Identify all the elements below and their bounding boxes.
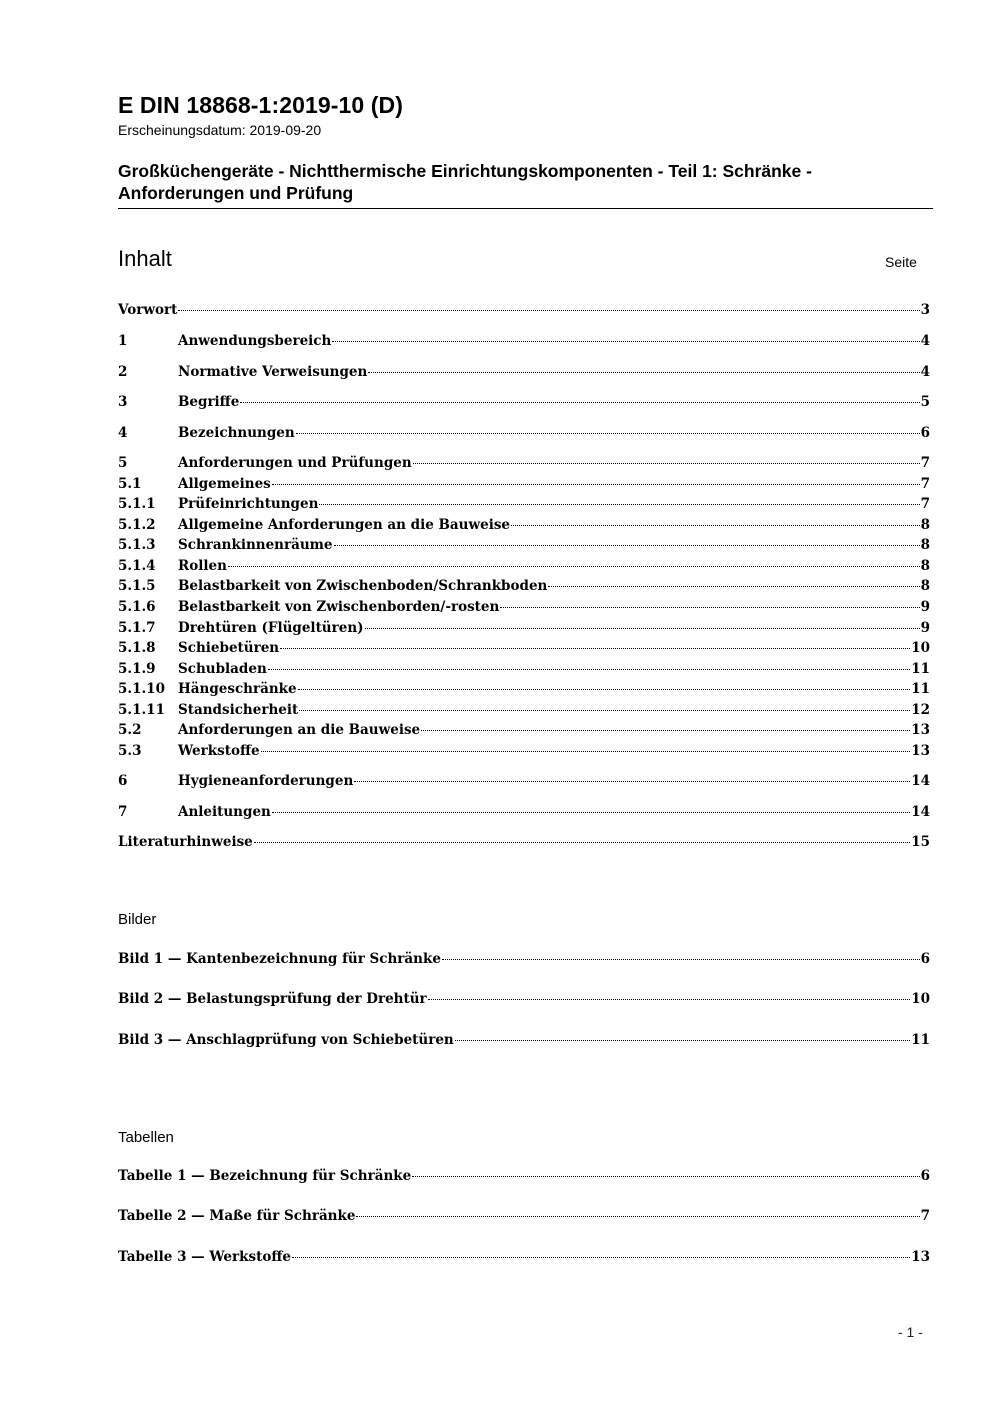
document-title (118, 160, 933, 209)
page-number: - 1 - (898, 1324, 923, 1340)
toc-leader (268, 669, 910, 670)
toc-entry-3[interactable] (118, 394, 930, 414)
toc-entry-text: Anleitungen (178, 804, 271, 820)
toc-leader (548, 586, 919, 587)
toc-entry-text: Normative Verweisungen (178, 364, 368, 380)
toc-entry-page: 14 (911, 773, 930, 789)
toc-leader (421, 730, 910, 731)
toc-entry-5-1-11[interactable] (118, 702, 930, 722)
toc-leader (334, 545, 920, 546)
table-entry-2[interactable] (118, 1208, 930, 1228)
toc-entry-page: 11 (911, 681, 930, 697)
toc-entry-text: Belastbarkeit von Zwischenboden/Schrankboden (178, 578, 548, 594)
toc-entry-text: Vorwort (118, 302, 178, 318)
toc-entry-text: Hygieneanforderungen (178, 773, 354, 789)
toc-entry-number: 5 (118, 455, 128, 471)
figures-label: Bilder (118, 911, 157, 928)
toc-entry-number: 4 (118, 425, 128, 441)
toc-leader (272, 812, 910, 813)
toc-entry-number: 5.1.9 (118, 661, 156, 677)
toc-entry-text: Schrankinnenräume (178, 537, 333, 553)
toc-leader (178, 310, 919, 311)
toc-entry-number: 1 (118, 333, 128, 349)
figure-entry-text: Bild 2 — Belastungsprüfung der Drehtür (118, 991, 427, 1007)
toc-entry-5-1-6[interactable] (118, 599, 930, 619)
toc-entry-5-1[interactable] (118, 476, 930, 496)
table-entry-page: 6 (920, 1168, 930, 1184)
figure-entry-page: 6 (920, 951, 930, 967)
toc-entry-text: Schubladen (178, 661, 267, 677)
toc-entry-5-1-2[interactable] (118, 517, 930, 537)
toc-entry-number: 5.1.8 (118, 640, 156, 656)
toc-entry-text: Werkstoffe (178, 743, 260, 759)
toc-leader (500, 607, 919, 608)
toc-entry-page: 12 (911, 702, 930, 718)
toc-entry-page: 8 (920, 537, 930, 553)
toc-entry-5-3[interactable] (118, 743, 930, 763)
toc-leader (319, 504, 919, 505)
toc-leader (261, 751, 911, 752)
table-entry-page: 7 (920, 1208, 930, 1224)
toc-entry-number: 5.1.7 (118, 620, 156, 636)
toc-entry-text: Rollen (178, 558, 227, 574)
toc-entry-number: 2 (118, 364, 128, 380)
toc-leader (292, 1257, 910, 1258)
table-entry-text: Tabelle 3 — Werkstoffe (118, 1249, 291, 1265)
table-entry-text: Tabelle 1 — Bezeichnung für Schränke (118, 1168, 412, 1184)
toc-entry-page: 3 (920, 302, 930, 318)
toc-entry-page: 13 (911, 743, 930, 759)
toc-entry-page: 7 (920, 455, 930, 471)
document-title-line-1: Großküchengeräte - Nichtthermische Einrichtungskomponenten - Teil 1: Schränke - (118, 161, 812, 181)
toc-leader (298, 689, 911, 690)
toc-leader (228, 566, 920, 567)
toc-entry-5-1-8[interactable] (118, 640, 930, 660)
toc-entry-page: 9 (920, 599, 930, 615)
figure-entry-1[interactable] (118, 951, 930, 971)
toc-page-heading: Seite (885, 254, 917, 270)
toc-entry-5-1-4[interactable] (118, 558, 930, 578)
toc-heading: Inhalt (118, 246, 172, 271)
toc-entry-5-1-10[interactable] (118, 681, 930, 701)
publication-date: Erscheinungsdatum: 2019-09-20 (118, 122, 322, 138)
toc-entry-number: 6 (118, 773, 128, 789)
toc-entry-5-1-7[interactable] (118, 620, 930, 640)
toc-entry-text: Allgemeines (178, 476, 271, 492)
toc-leader (354, 781, 910, 782)
toc-leader (280, 648, 910, 649)
toc-leader (413, 463, 920, 464)
figure-entry-3[interactable] (118, 1032, 930, 1052)
toc-entry-text: Prüfeinrichtungen (178, 496, 319, 512)
toc-leader (356, 1216, 919, 1217)
toc-entry-5-1-5[interactable] (118, 578, 930, 598)
table-entry-text: Tabelle 2 — Maße für Schränke (118, 1208, 356, 1224)
toc-leader (368, 372, 919, 373)
toc-entry-number: 5.1.3 (118, 537, 156, 553)
toc-entry-text: Anforderungen und Prüfungen (178, 455, 412, 471)
toc-entry-5[interactable] (118, 455, 930, 475)
toc-entry-number: 5.3 (118, 743, 142, 759)
toc-leader (365, 628, 920, 629)
toc-entry-page: 9 (920, 620, 930, 636)
toc-entry-text: Hängeschränke (178, 681, 297, 697)
toc-entry-2[interactable] (118, 364, 930, 384)
toc-entry-number: 3 (118, 394, 128, 410)
table-entry-1[interactable] (118, 1168, 930, 1188)
toc-leader (296, 433, 920, 434)
figure-entry-page: 10 (911, 991, 930, 1007)
figure-entry-text: Bild 1 — Kantenbezeichnung für Schränke (118, 951, 441, 967)
toc-entry-text: Begriffe (178, 394, 240, 410)
table-entry-page: 13 (911, 1249, 930, 1265)
toc-entry-6[interactable] (118, 773, 930, 793)
toc-entry-page: 11 (911, 661, 930, 677)
toc-leader (272, 484, 920, 485)
toc-entry-literaturhinweise[interactable] (118, 834, 930, 854)
toc-entry-number: 5.2 (118, 722, 142, 738)
toc-entry-number: 5.1.11 (118, 702, 165, 718)
toc-entry-5-2[interactable] (118, 722, 930, 742)
toc-leader (428, 999, 911, 1000)
toc-entry-number: 5.1.1 (118, 496, 156, 512)
toc-entry-5-1-9[interactable] (118, 661, 930, 681)
document-title-line-2: Anforderungen und Prüfung (118, 183, 354, 203)
toc-entry-text: Literaturhinweise (118, 834, 253, 850)
toc-entry-number: 5.1.6 (118, 599, 156, 615)
toc-leader (511, 525, 920, 526)
toc-entry-number: 5.1.10 (118, 681, 165, 697)
toc-entry-number: 5.1 (118, 476, 142, 492)
document-id: E DIN 18868-1:2019-10 (D) (118, 92, 404, 118)
figure-entry-text: Bild 3 — Anschlagprüfung von Schiebetüren (118, 1032, 454, 1048)
toc-entry-5-1-3[interactable] (118, 537, 930, 557)
table-entry-3[interactable] (118, 1249, 930, 1269)
figure-entry-page: 11 (911, 1032, 930, 1048)
toc-entry-text: Belastbarkeit von Zwischenborden/-rosten (178, 599, 500, 615)
toc-entry-text: Bezeichnungen (178, 425, 295, 441)
toc-entry-vorwort[interactable] (118, 302, 930, 322)
toc-entry-number: 5.1.2 (118, 517, 156, 533)
toc-leader (412, 1176, 919, 1177)
tables-label: Tabellen (118, 1129, 174, 1146)
toc-entry-text: Standsicherheit (178, 702, 299, 718)
toc-leader (240, 402, 919, 403)
toc-entry-page: 7 (920, 496, 930, 512)
toc-entry-number: 5.1.4 (118, 558, 156, 574)
toc-entry-page: 13 (911, 722, 930, 738)
toc-entry-4[interactable] (118, 425, 930, 445)
toc-entry-page: 6 (920, 425, 930, 441)
figure-entry-2[interactable] (118, 991, 930, 1011)
toc-entry-page: 8 (920, 558, 930, 574)
toc-entry-page: 4 (920, 333, 930, 349)
toc-leader (332, 341, 919, 342)
toc-entry-text: Anforderungen an die Bauweise (178, 722, 421, 738)
toc-leader (455, 1040, 910, 1041)
toc-entry-page: 8 (920, 578, 930, 594)
toc-entry-page: 4 (920, 364, 930, 380)
toc-entry-text: Allgemeine Anforderungen an die Bauweise (178, 517, 511, 533)
toc-entry-text: Drehtüren (Flügeltüren) (178, 620, 364, 636)
toc-leader (299, 710, 910, 711)
toc-entry-page: 10 (911, 640, 930, 656)
toc-entry-page: 15 (911, 834, 930, 850)
toc-leader (254, 842, 910, 843)
toc-entry-page: 8 (920, 517, 930, 533)
toc-entry-number: 7 (118, 804, 128, 820)
toc-entry-number: 5.1.5 (118, 578, 156, 594)
toc-entry-5-1-1[interactable] (118, 496, 930, 516)
toc-entry-7[interactable] (118, 804, 930, 824)
toc-entry-page: 14 (911, 804, 930, 820)
toc-leader (442, 959, 920, 960)
toc-entry-page: 5 (920, 394, 930, 410)
toc-entry-text: Schiebetüren (178, 640, 280, 656)
toc-entry-1[interactable] (118, 333, 930, 353)
toc-entry-text: Anwendungsbereich (178, 333, 332, 349)
toc-entry-page: 7 (920, 476, 930, 492)
